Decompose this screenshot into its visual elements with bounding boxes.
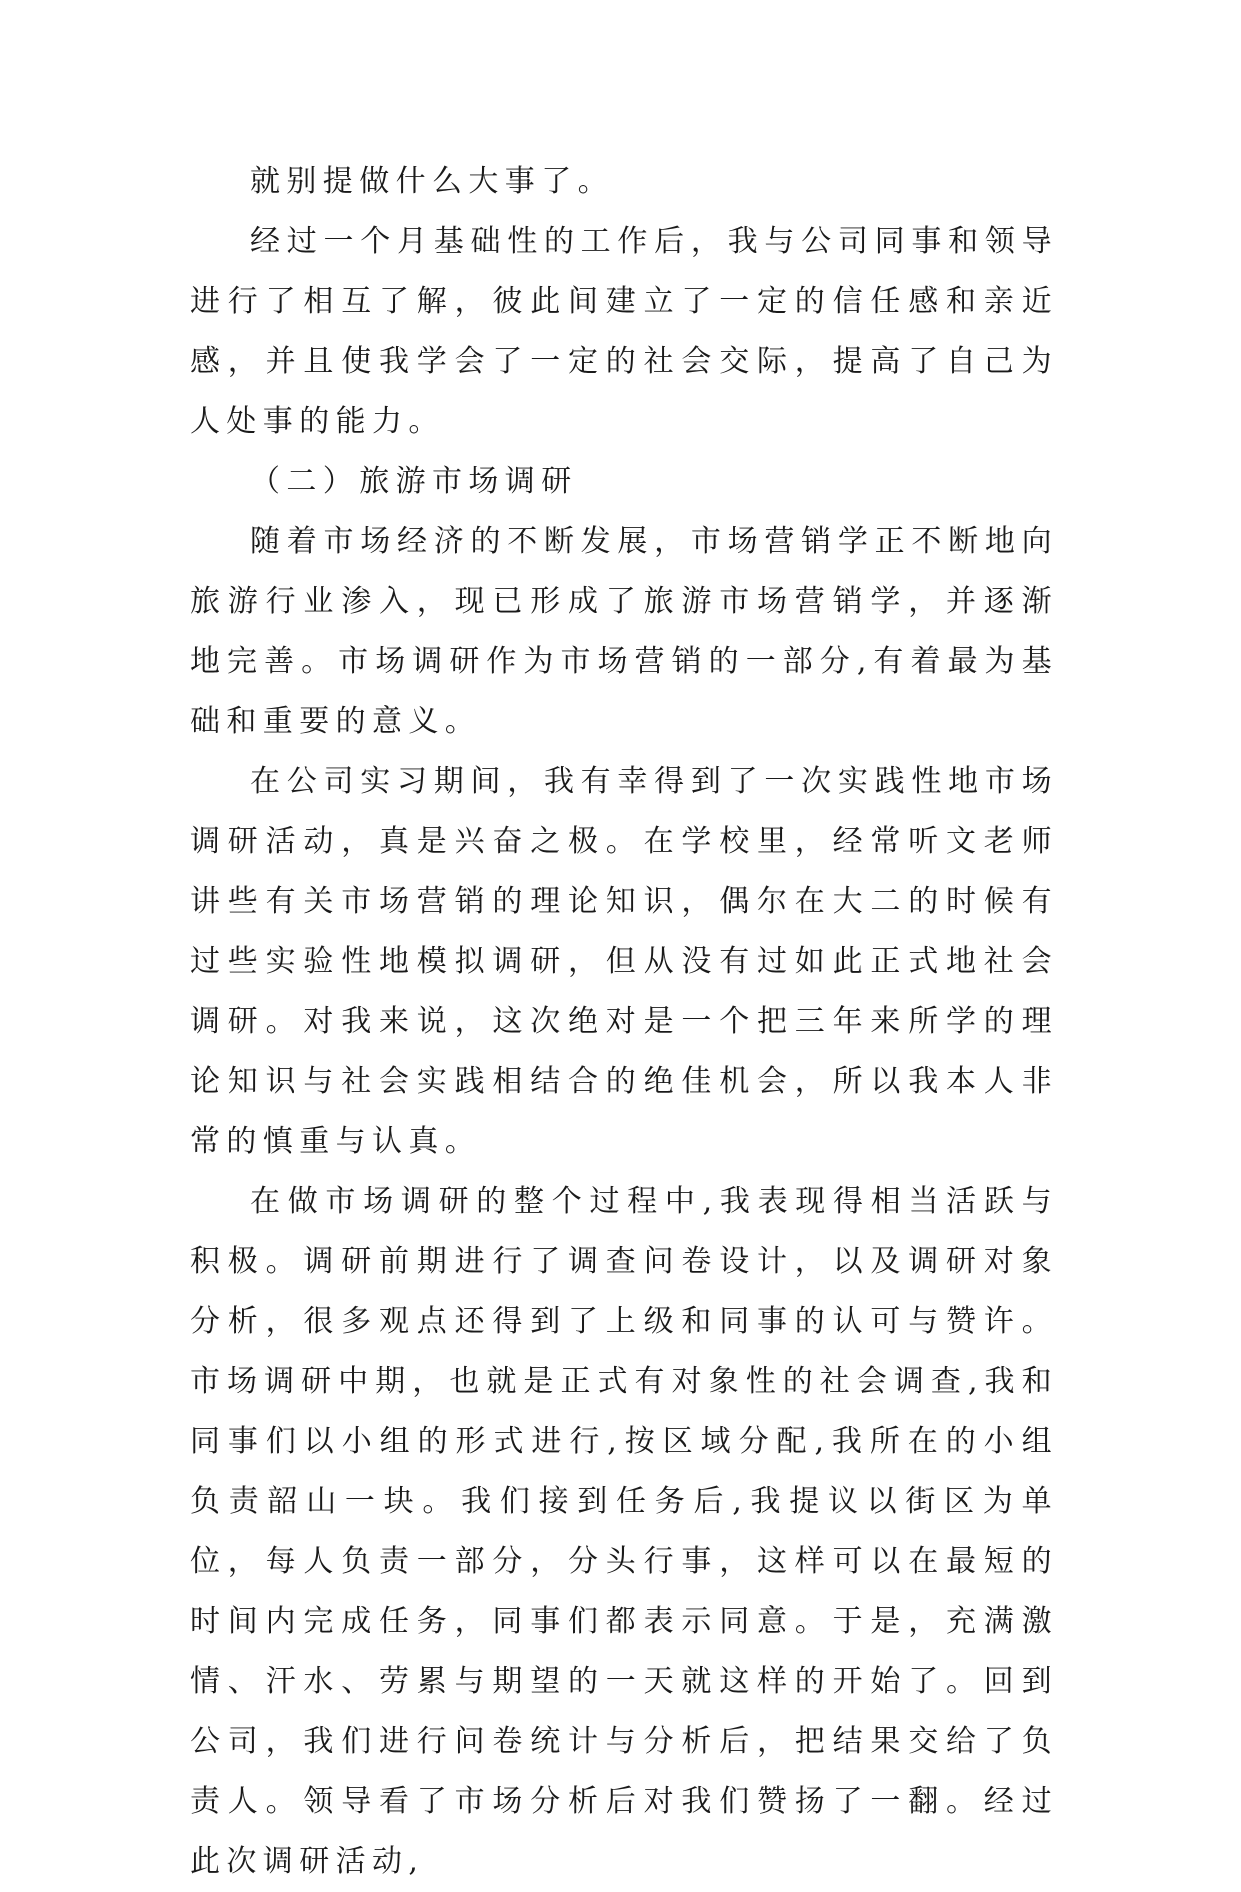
continuation-paragraph: 就别提做什么大事了。: [250, 164, 614, 199]
section-heading: （二）旅游市场调研: [250, 464, 578, 499]
paragraph-market-economy: 随着市场经济的不断发展，市场营销学正不断地向旅游行业渗入，现已形成了旅游市场营销学，并逐渐地完善。市场调研作为市场营销的一部分,有着最为基础和重要的意义。: [190, 524, 1058, 739]
paragraph-internship-research: 在公司实习期间，我有幸得到了一次实践性地市场调研活动，真是兴奋之极。在学校里，经常听文老师讲些有关市场营销的理论知识，偶尔在大二的时候有过些实验性地模拟调研，但从没有过如此正式地社会调研。对我来说，这次绝对是一个把三年来所学的理论知识与社会实践相结合的绝佳机会，所以我本人非常的慎重与认真。: [190, 764, 1058, 1159]
document-body: [190, 152, 1058, 1892]
paragraph-work-summary: 经过一个月基础性的工作后，我与公司同事和领导进行了相互了解，彼此间建立了一定的信任感和亲近感，并且使我学会了一定的社会交际，提高了自己为人处事的能力。: [190, 224, 1058, 439]
paragraph-research-process: 在做市场调研的整个过程中,我表现得相当活跃与积极。调研前期进行了调查问卷设计，以及调研对象分析，很多观点还得到了上级和同事的认可与赞许。市场调研中期，也就是正式有对象性的社会调查,我和同事们以小组的形式进行,按区域分配,我所在的小组负责韶山一块。我们接到任务后,我提议以街区为单位，每人负责一部分，分头行事，这样可以在最短的时间内完成任务，同事们都表示同意。于是，充满激情、汗水、劳累与期望的一天就这样的开始了。回到公司，我们进行问卷统计与分析后，把结果交给了负责人。领导看了市场分析后对我们赞扬了一翻。经过此次调研活动,: [190, 1184, 1058, 1879]
